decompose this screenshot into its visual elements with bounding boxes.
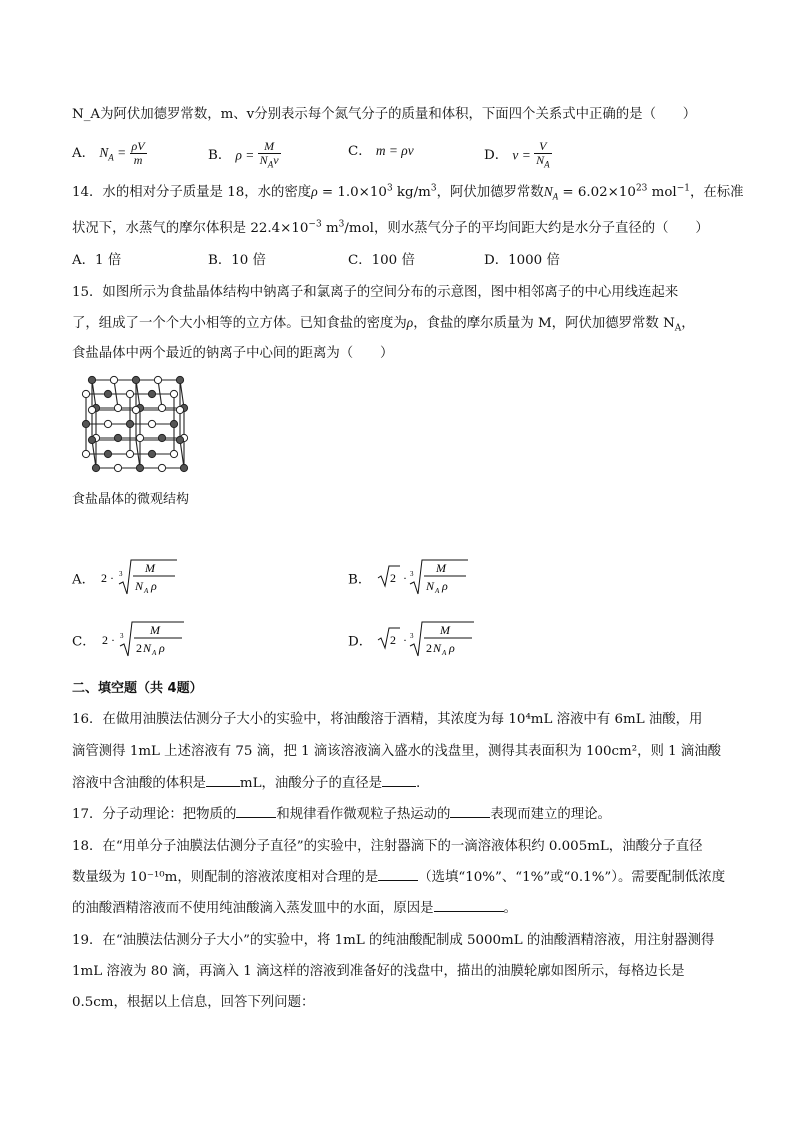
- option-label: A．: [72, 146, 96, 161]
- option-label: B．: [348, 572, 372, 588]
- answer-blank[interactable]: [382, 774, 416, 787]
- svg-text:2: 2: [390, 633, 397, 647]
- q18-line1: 18．在“用单分子油膜法估测分子直径”的实验中，注射器滴下的一滴溶液体积约 0.005mL，油酸分子直径: [72, 839, 703, 854]
- q15-option-d: [348, 620, 478, 660]
- svg-text:A: A: [151, 649, 157, 657]
- option-label: D．: [484, 148, 509, 164]
- q13-option-b: B． ρ = $\frac{M}{N_Av}$: [208, 139, 279, 170]
- q14-option-c: C．100 倍: [348, 253, 415, 268]
- svg-text:N: N: [135, 579, 144, 593]
- svg-text:A: A: [434, 587, 439, 595]
- svg-text:·: ·: [402, 571, 407, 585]
- svg-text:A: A: [442, 649, 447, 657]
- formula-fraction: $\frac{\rho V}{m}$: [131, 139, 145, 167]
- svg-text:2: 2: [389, 571, 396, 585]
- q14-line2: 状况下，水蒸气的摩尔体积是 $22.4\times 10^{-3}$ $m^3$/mol，则水蒸气分子的平均间距大约是水分子直径的（ ）: [72, 219, 709, 236]
- svg-text:3: 3: [119, 570, 123, 578]
- q15-option-c: [72, 620, 186, 660]
- svg-text:M: M: [440, 623, 451, 637]
- option-label: B．: [208, 148, 232, 164]
- option-label: C．: [72, 634, 96, 650]
- option-label: A．: [72, 572, 96, 588]
- q13-option-c: C． m = ρv: [348, 143, 414, 159]
- svg-text:ρ: ρ: [151, 579, 158, 593]
- svg-text:ρ: ρ: [449, 641, 456, 655]
- section-title: 二、填空题（共 4题）: [72, 681, 203, 696]
- svg-text:N: N: [425, 579, 434, 593]
- figure-caption: 食盐晶体的微观结构: [72, 492, 190, 507]
- q15-line1: 15．如图所示为食盐晶体结构中钠离子和氯离子的空间分布的示意图，图中相邻离子的中心用线连起来: [72, 285, 679, 300]
- salt-crystal-figure: [80, 372, 196, 482]
- q19-line1: 19．在“油膜法估测分子大小”的实验中，将 1mL 的纯油酸配制成 5000mL 的油酸酒精溶液，用注射器测得: [72, 933, 715, 948]
- q13-option-d: D． v = $\frac{V}{N_A}$: [484, 139, 550, 170]
- svg-text:3: 3: [409, 570, 413, 578]
- svg-text:2 ·: 2 ·: [101, 633, 115, 647]
- q18-line3: 的油酸酒精溶液而不使用纯油酸滴入蒸发皿中的水面，原因是 。: [72, 901, 517, 916]
- option-label: D．: [348, 634, 373, 650]
- svg-text:3: 3: [119, 632, 124, 640]
- answer-blank[interactable]: [434, 899, 504, 912]
- svg-text:2: 2: [426, 641, 433, 655]
- svg-text:2 ·: 2 ·: [101, 571, 115, 585]
- formula-fraction: $\frac{M}{N_Av}$: [259, 139, 279, 170]
- q16-line1: 16．在做用油膜法估测分子大小的实验中，将油酸溶于酒精，其浓度为每 10⁴mL 溶液中有 6mL 油酸，用: [72, 712, 703, 727]
- q14-option-b: B．10 倍: [208, 253, 266, 268]
- q15-line2: 了，组成了一个个大小相等的立方体。已知食盐的密度为ρ，食盐的摩尔质量为 M，阿伏加德罗常数 $N_A$，: [72, 315, 695, 334]
- svg-text:N: N: [433, 641, 442, 655]
- svg-text:2: 2: [135, 641, 142, 655]
- svg-text:N: N: [142, 641, 151, 655]
- answer-blank[interactable]: [236, 805, 276, 818]
- q16-line3: 溶液中含油酸的体积是 mL，油酸分子的直径是 .: [72, 776, 421, 791]
- svg-text:M: M: [145, 561, 156, 575]
- q17-line: 17．分子动理论：把物质的 和规律看作微观粒子热运动的 表现而建立的理论。: [72, 807, 611, 822]
- svg-text:ρ: ρ: [441, 579, 448, 593]
- formula-root: [376, 620, 478, 660]
- q19-line3: 0.5cm，根据以上信息，回答下列问题：: [72, 995, 315, 1010]
- answer-blank[interactable]: [378, 868, 418, 881]
- formula-root: [100, 620, 186, 660]
- q18-line2: 数量级为 10⁻¹⁰m，则配制的溶液浓度相对合理的是 （选填“10%”、“1%”或“0.1%”）。需要配制低浓度: [72, 870, 726, 885]
- svg-text:M: M: [149, 623, 160, 637]
- q14-option-a: A．1 倍: [72, 253, 122, 268]
- formula-root: [99, 558, 179, 598]
- q15-option-a: [72, 558, 179, 598]
- formula-root: [376, 558, 472, 598]
- svg-text:ρ: ρ: [158, 641, 165, 655]
- q15-line3: 食盐晶体中两个最近的钠离子中心间的距离为（ ）: [72, 346, 394, 361]
- svg-text:·: ·: [403, 633, 408, 647]
- q13-option-a: A． $N_A$ = $\frac{\rho V}{m}$: [72, 139, 145, 167]
- svg-text:M: M: [435, 561, 446, 575]
- option-label: C．: [348, 144, 372, 159]
- svg-text:3: 3: [410, 632, 414, 640]
- answer-blank[interactable]: [206, 774, 240, 787]
- q14-option-d: D．1000 倍: [484, 253, 560, 268]
- formula-fraction: $\frac{V}{N_A}$: [536, 139, 550, 170]
- q15-option-b: [348, 558, 472, 598]
- q13-stem: N_A为阿伏加德罗常数，m、v分别表示每个氮气分子的质量和体积，下面四个关系式中正确的是（ ）: [72, 107, 697, 122]
- q14-line1: 14．水的相对分子质量是 18，水的密度$\rho = 1.0\times 10^3$ $kg/m^3$，阿伏加德罗常数$N_A = 6.02\times 10^{23}$ mol$^{-1}$，在标准: [72, 183, 744, 202]
- q19-line2: 1mL 溶液为 80 滴，再滴入 1 滴这样的溶液到准备好的浅盘中，描出的油膜轮廓如图所示，每格边长是: [72, 964, 685, 979]
- q16-line2: 滴管测得 1mL 上述溶液有 75 滴，把 1 滴该溶液滴入盛水的浅盘里，测得其表面积为 100cm²，则 1 滴油酸: [72, 744, 722, 759]
- svg-text:A: A: [144, 587, 149, 595]
- answer-blank[interactable]: [450, 805, 490, 818]
